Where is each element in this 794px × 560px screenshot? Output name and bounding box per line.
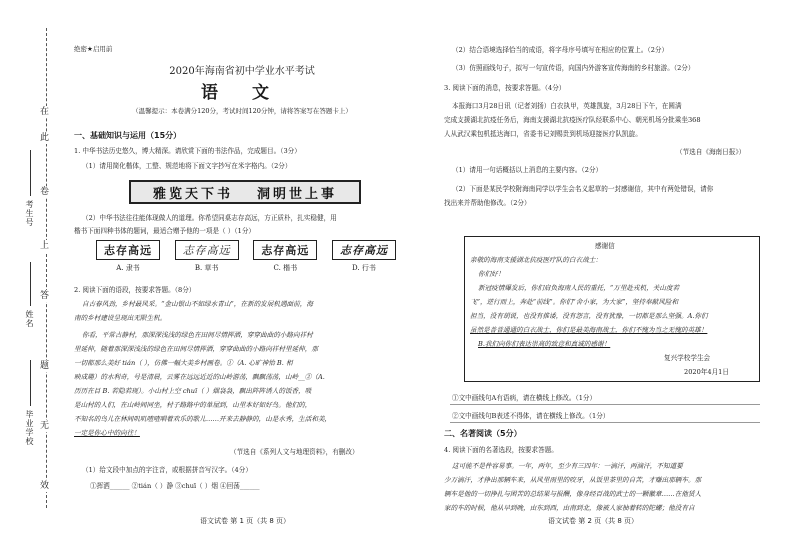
question-3-2-line2: 找出来并帮助他修改。（2分） (444, 199, 531, 207)
letter-hello: 你们好！ (478, 270, 505, 278)
question-1-stem: 1. 中华书法历史悠久，博大精深。请欣赏下面的书法作品，完成题目。（3分） (74, 147, 301, 155)
passage-line: 是山村的人们，在山岭间同坐，村子路路中的单屋到，山里本好如好鸟。他们的， (74, 401, 312, 409)
binding-char: 效 (40, 481, 50, 491)
binding-char: 在 (40, 107, 50, 117)
question-1-2-line1: （2）中华书法往往能体现做人的道理。你希望同桌志存高远，方正质朴，扎实稳健，用 (82, 214, 337, 222)
question-2-stem: 2. 阅读下面的语段，按要求答题。（8分） (74, 286, 196, 294)
question-3-2-b: ②文中画线句B表述不得体，请在横线上修改。（1分） (452, 412, 610, 420)
option-c-art: 志存高远 (253, 240, 317, 260)
question-3-1: （1）请用一句话概括以上消息的主要内容。（2分） (452, 166, 603, 174)
subject-title: 语 文 (201, 83, 283, 103)
question-3-2-a: ①文中画线句A有语病，请在横线上修改。（1分） (452, 394, 597, 402)
page-1-footer: 语文试卷 第 1 页（共 8 页） (200, 517, 291, 525)
candidate-number-label: 考生号 (25, 200, 34, 227)
answer-line[interactable] (450, 404, 760, 405)
calligraphy-left-text: 雅览天下书 (152, 186, 233, 202)
option-d-label: D. 行书 (352, 264, 376, 272)
letter-greeting: 亲敬的海南支援湖北抗疫医疗队的白衣战士： (470, 256, 602, 264)
section1-heading: 一、基础知识与运用（15分） (74, 131, 182, 140)
passage-line: 历历在目 B. 若隐若现）。小山村上空 chuī（ ）烟袅袅，飘出阵阵诱人的饭香，吸 (74, 387, 312, 395)
binding-char: 卷 (40, 187, 50, 197)
candidate-number-blank[interactable] (30, 150, 31, 196)
option-d[interactable] (332, 240, 396, 273)
question-3-2-line1: （2）下面是某民学校附海南同学以学生会名义起草的一封感谢信，其中有两处错误，请你 (452, 185, 714, 193)
excerpt-line: 辆车是他的一切挣扎与困苦的总结果与报酬，像身经百战的武士的一颗徽章……在他赁人 (444, 490, 702, 498)
confidential-mark: 绝密★启用前 (74, 45, 113, 53)
letter-body-line: B.我们向你们表达崇高的致意和真诚的感谢！ (478, 340, 611, 348)
question-4-stem: 4. 阅读下面的名著选段，按要求答题。 (444, 446, 558, 454)
letter-body-line: 虽然是普普通通的白衣战士，你们是最美海南战士，你们不愧为当之无愧的英雄！ (470, 326, 708, 334)
school-blank[interactable] (30, 360, 31, 406)
name-label: 姓名 (25, 310, 34, 328)
binding-char: 上 (40, 241, 50, 251)
answer-line[interactable] (450, 422, 760, 423)
question-1-1: （1）请用简化楷体，工整、规范地将下面文字抄写在米字格内。（2分） (82, 162, 292, 170)
option-b-art: 志存高远 (175, 240, 239, 260)
excerpt-line: 这可能不是件容易事。一年，两年，至少有三四年：一滴汗，两滴汗，不知道要 (452, 462, 683, 470)
news-source: （节选自《海南日报》） (676, 148, 746, 156)
passage-line: 南的乡村建设呈现出无限生机。 (74, 314, 167, 322)
letter-body-line: 新冠疫情爆发后，你们肩负海南人民的重托，“万里赴戎机，关山度若 (478, 284, 680, 292)
option-d-art: 志存高远 (332, 240, 396, 260)
option-b-label: B. 草书 (194, 264, 219, 272)
passage-line: 自古春风劲，乡村最风采。“金山银山不如绿水青山”，在新的发展机遇面前，海 (82, 300, 313, 308)
news-line: 人从武汉乘包机抵达海口，省委书记刘赐贵到机场迎接医疗队凯旋。 (444, 130, 642, 138)
calligraphy-artwork (129, 180, 361, 204)
passage-line: 你看，平常古静村，那深深浅浅的绿色在田间尽情挥洒，穿穿曲曲的小路向祥村 (82, 331, 313, 339)
passage-line: 里延伸，随着那深深浅浅的绿色在田间尽情挥洒，穿穿曲曲的小路向祥村里延伸，那 (74, 345, 318, 353)
letter-title: 感谢信 (595, 242, 615, 250)
page-2-footer: 语文试卷 第 2 页（共 8 页） (548, 517, 639, 525)
name-blank[interactable] (30, 262, 31, 306)
passage-source: （节选自《系列人文与地理资料》，有删改） (230, 448, 359, 456)
option-a-label: A. 隶书 (116, 264, 140, 272)
binding-char: 无 (40, 421, 50, 431)
letter-body-line: 担当，没有胡说，也没有推诿，没有怨言，没有犹豫，一切都是那么坚强。A.你们 (470, 312, 708, 320)
letter-signature: 复兴学校学生会 (664, 354, 711, 362)
passage-line: 映成趣）的水利奇，号是清晨，云雾在远远近近的山岭游荡，飘飘荡荡，山岭__②（A. (74, 373, 325, 381)
binding-char: 题 (40, 361, 50, 371)
option-b[interactable] (175, 240, 239, 273)
binding-char: 此 (40, 133, 50, 143)
question-3-stem: 3. 阅读下面的消息，按要求答题。（4分） (444, 84, 566, 92)
section2-heading: 二、名著阅读（5分） (444, 429, 522, 438)
binding-char: 答 (40, 291, 50, 301)
passage-line: 不知名的鸟儿在林间叽叽喳喳唱着欢乐的歌儿……开来去静静的，山是水秀，生活和美， (74, 415, 332, 423)
passage-line: 一定是你心中的向往！ (74, 429, 140, 437)
binding-strip (0, 0, 66, 560)
excerpt-line: 少万滴汗，才挣出那辆车来，从风里雨里的咬牙，从饭里茶里的自苦，才赚出那辆车。那 (444, 476, 702, 484)
question-2-1: （1）给文段中加点的字注音，或根据拼音写汉字。（4分） (82, 466, 252, 474)
calligraphy-right-text: 洞明世上事 (257, 186, 338, 202)
exam-note: （温馨提示：本卷满分120分，考试时间120分钟，请将答案写在答题卡上） (132, 107, 352, 115)
question-2-3: （3）仿照画线句子，拟写一句宣传语，向国内外游客宣传海南的乡村旅游。（2分） (452, 64, 695, 72)
question-1-2-line2: 楷书下面四种书体的题词，最适合赠予他的一项是（ ）（1分） (74, 227, 256, 235)
passage-line: 一切都那么美好 tián（ ），仿佛一幅大美乡村画卷。①（A. 心旷神怡 B. 相 (74, 359, 293, 367)
binding-dash-line (46, 28, 47, 508)
option-a-art: 志存高远 (96, 240, 160, 260)
calligraphy-options (96, 240, 396, 273)
news-line: 本报海口3月28日讯（记者刘扬）白衣执甲，英雄凯旋，3月28日下午，在圆满 (452, 102, 682, 110)
letter-body-line: 飞”，逆行而上，奔赴“前线”。你们“舍小家，为大家”，坚持奉献风险和 (470, 298, 679, 306)
option-c[interactable] (253, 240, 317, 273)
option-c-label: C. 楷书 (273, 264, 298, 272)
question-2-2: （2）结合语境选择恰当的成语，将字母序号填写在相应的位置上。（2分） (452, 46, 669, 54)
option-a[interactable] (96, 240, 160, 273)
school-label: 毕业学校 (25, 410, 34, 446)
exam-title: 2020年海南省初中学业水平考试 (169, 66, 315, 77)
letter-date: 2020年4月1日 (684, 368, 729, 376)
excerpt-line: 家的车的时候，他从早到晚，由东到西，由南到北，像被人家抽着转的陀螺；他没有自 (444, 504, 695, 512)
news-line: 完成支援湖北抗疫任务后，海南支援湖北抗疫医疗队经联系中心、朝光机场分批乘坐368 (444, 116, 701, 124)
question-2-1-blanks[interactable]: ①挥洒______ ②tián（ ）静 ③chuī（ ）烟 ④回荡______ (90, 482, 260, 490)
